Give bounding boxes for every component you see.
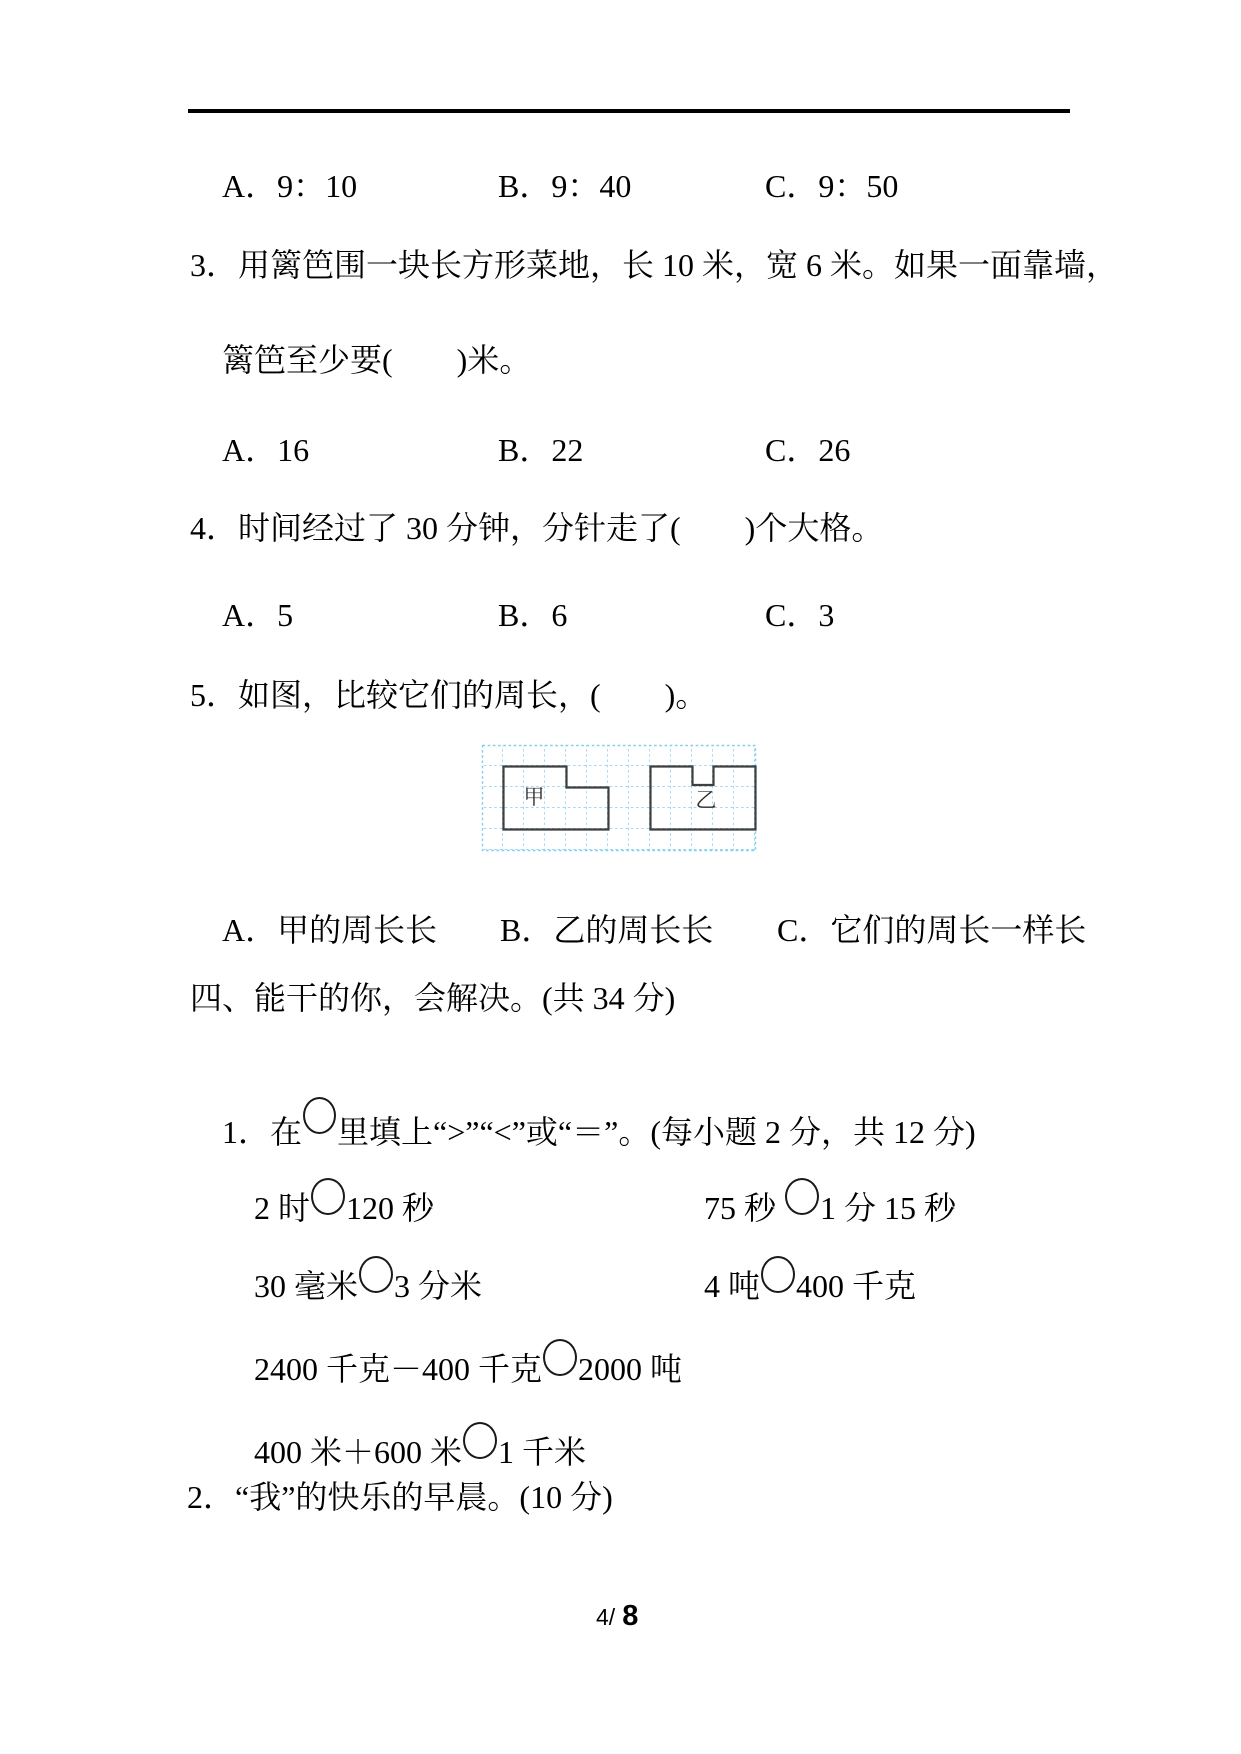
header-rule (188, 109, 1070, 113)
choice-a: A．5 (222, 597, 294, 633)
shape-jia-label: 甲 (523, 785, 545, 809)
choice-b: B．9：40 (498, 168, 632, 204)
compare-left-text: 400 米＋600 米 (254, 1434, 463, 1470)
answer-circle (359, 1256, 393, 1293)
compare-right-text: 120 秒 (346, 1190, 435, 1226)
answer-circle (785, 1178, 819, 1215)
page-footer (596, 1600, 638, 1633)
choice-b: B．6 (498, 597, 568, 633)
compare-row-2-right (672, 1216, 916, 1346)
compare-left-text: 2400 千克－400 千克 (254, 1351, 543, 1387)
compare-left-text: 75 秒 (704, 1190, 785, 1226)
question-4: 4．时间经过了 30 分钟，分针走了( )个大格。 (190, 510, 884, 546)
question-3-line1: 3．用篱笆围一块长方形菜地，长 10 米，宽 6 米。如果一面靠墙， (190, 247, 1119, 283)
question-s4-1-suffix: 里填上“>”“<”或“＝”。(每小题 2 分，共 12 分) (337, 1114, 976, 1150)
compare-right-text: 400 千克 (796, 1268, 917, 1304)
choice-c: C．3 (765, 597, 835, 633)
compare-right-text: 1 分 15 秒 (820, 1190, 957, 1226)
choice-c: C．26 (765, 432, 851, 468)
choice-b: B．乙的周长长 (500, 912, 714, 948)
compare-left-text: 4 吨 (704, 1268, 761, 1304)
choice-a: A．9：10 (222, 168, 358, 204)
page-number-current: 4/ (596, 1604, 616, 1630)
section-4-heading: 四、能干的你，会解决。(共 34 分) (190, 980, 676, 1016)
shape-yi-label: 乙 (695, 788, 717, 812)
answer-circle (303, 1097, 336, 1134)
choice-b: B．22 (498, 432, 584, 468)
answer-circle (543, 1339, 577, 1376)
choice-c: C．它们的周长一样长 (777, 912, 1087, 948)
question-s4-1-prefix: 1．在 (222, 1114, 303, 1150)
compare-right-text: 1 千米 (498, 1434, 587, 1470)
question-s4-2: 2．“我”的快乐的早晨。(10 分) (187, 1479, 613, 1515)
answer-circle (761, 1256, 795, 1293)
answer-circle (463, 1422, 497, 1459)
choice-a: A．16 (222, 432, 310, 468)
compare-right-text: 2000 吨 (578, 1351, 683, 1387)
perimeter-figure (481, 744, 758, 854)
page-number-total: 8 (622, 1600, 639, 1632)
compare-right-text: 3 分米 (394, 1268, 483, 1304)
question-3-line2: 篱笆至少要( )米。 (222, 342, 532, 378)
compare-left-text: 30 毫米 (254, 1268, 359, 1304)
question-5: 5．如图，比较它们的周长，( )。 (190, 677, 708, 713)
compare-left-text: 2 时 (254, 1190, 311, 1226)
answer-circle (311, 1178, 345, 1215)
choice-a: A．甲的周长长 (222, 912, 438, 948)
choice-c: C．9：50 (765, 168, 899, 204)
